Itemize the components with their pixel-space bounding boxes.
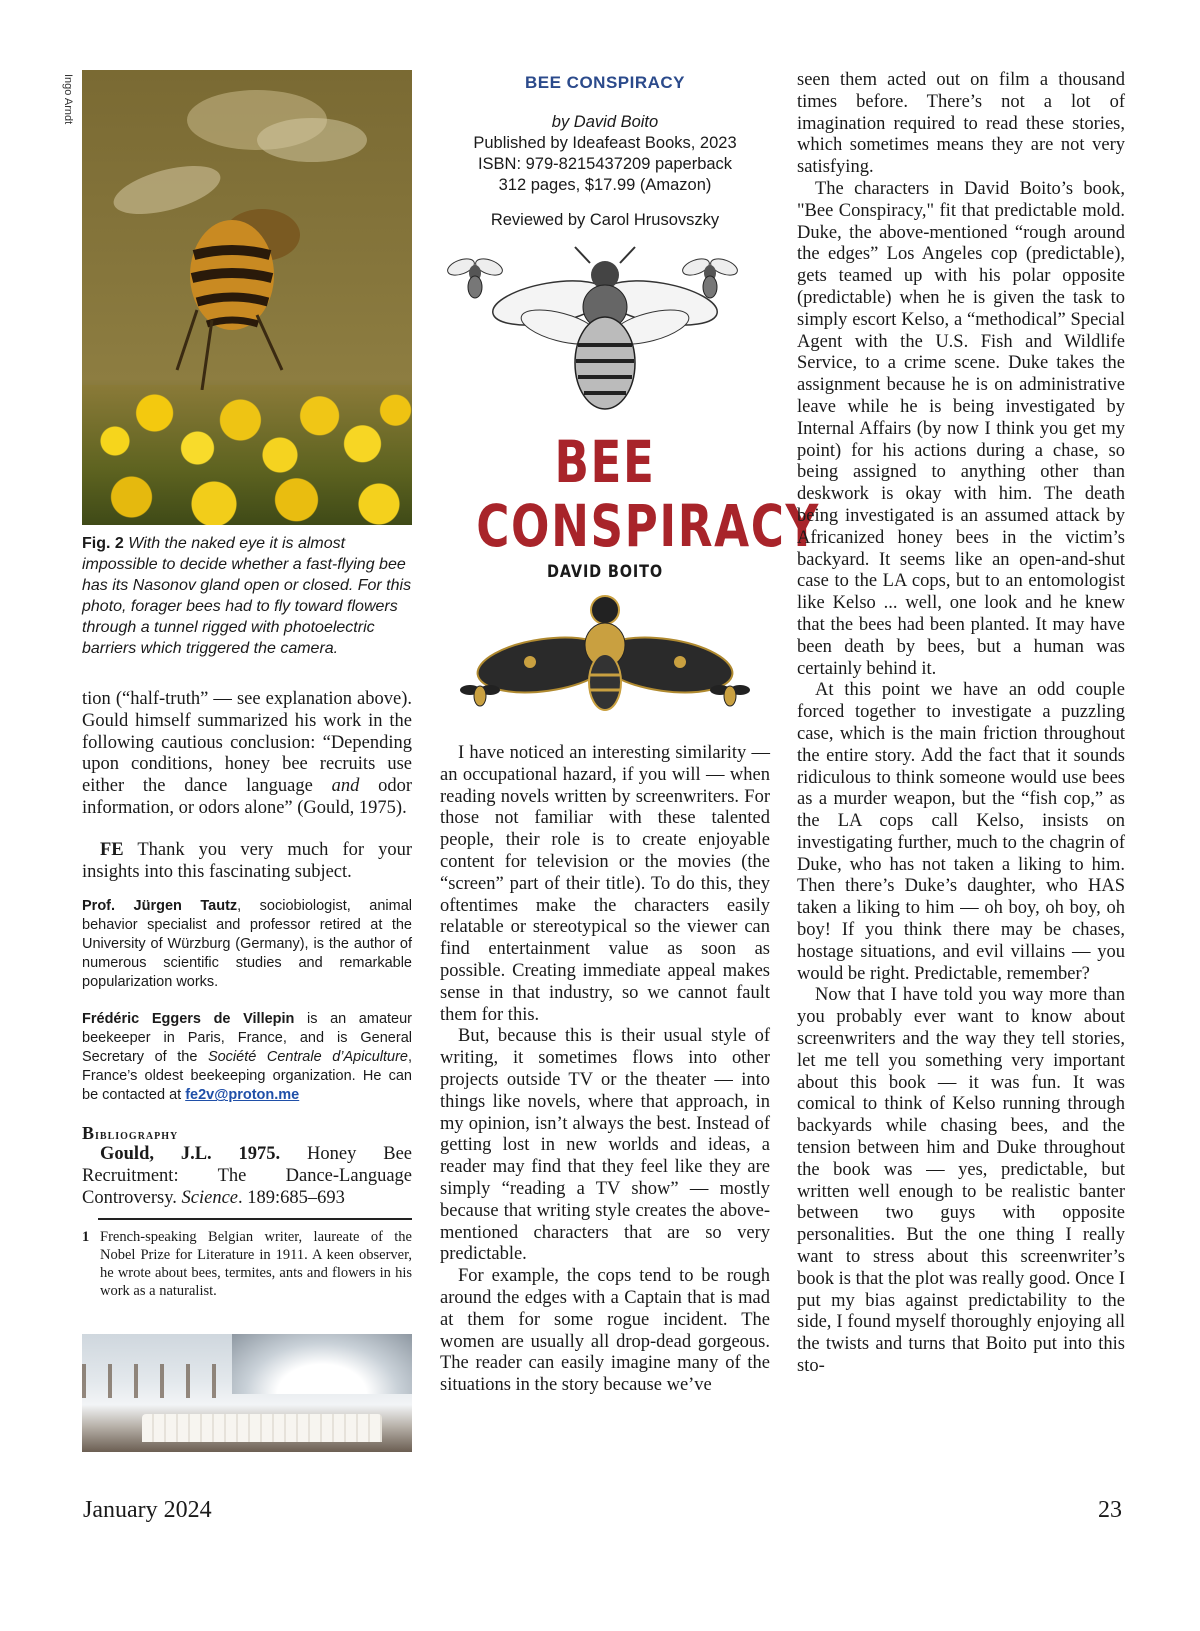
review-paragraph: The characters in David Boito’s book, "Bee Conspiracy," fit that predictable mold. Duke, the above-mentioned “rough around the edges” Los Angeles cop (predictable), gets teamed up with his polar opposite (predictable) when he is given the task to simply escort Kelso, a “methodical” Special Agent with the U.S. Fish and Wildlife Service, to a crime scene. Duke takes the assignment because he is on administrative leave while he is being investigated by Internal Affairs (by now I think you get my point) for his actions during a chase, so being assigned to anything other than deskwork is okay with him. The death being investigated is an assumed attack by Africanized honey bees in the victim’s backyard. It seems like an open-and-shut case to the LA cops, but to an entomologist like Kelso ... well, one look and he knew that the bees had been planted. It may have been death by bees, but a human was certainly behind it. xyxy=(797,178,1125,679)
review-paragraph: But, because this is their usual style of writing, it sometimes flows into other projects outside TV or the theater — into things like novels, where that approach, in my opinion, isn’t always the best. Instead of getting lost in new worlds and ideas, a reader may find that they feel like they are simply “reading a TV show” — mostly because that writing style creates the above-mentioned characters that are so very predictable. xyxy=(440,1026,770,1265)
review-title: BEE CONSPIRACY xyxy=(524,73,686,92)
article-paragraph: tion (“half-truth” — see explanation above). Gould himself summarized his work in the following cautious conclusion: “Depending upon conditions, honey bee recruits use either the dance language and odor information, or odors alone” (Gould, 1975). xyxy=(82,689,412,818)
book-isbn: ISBN: 979-8215437209 paperback xyxy=(477,155,733,173)
mechanical-bee-illustration xyxy=(440,590,770,720)
review-paragraph: I have noticed an interesting similarity — an occupational hazard, if you will — when reading novels written by screenwriters. For those not familiar with these talented people, their role is to create enjoyable content for television or the movies (the “screen” part of their title). To do this, they oftentimes make the characters easily relatable or stereotypical so the viewer can find entertainment value as soon as possible. Creating immediate appeal makes sense in that industry, so we cannot fault them for this. xyxy=(440,743,770,1025)
flying-bee-illustration xyxy=(82,70,412,390)
review-paragraph: seen them acted out on film a thousand times before. There’s not a lot of imagination required to read these stories, which sometimes means they are not very satisfying. xyxy=(797,70,1125,178)
author-bio-villepin: Frédéric Eggers de Villepin is an amateur beekeeper in Paris, France, and is General Secretary of the Société Centrale d’Apiculture, France’s oldest beekeeping organization. He can be contacted at fe2v@proton.me xyxy=(82,1011,412,1104)
fence-image xyxy=(82,1364,232,1398)
review-continued-column xyxy=(797,70,1125,1378)
book-pages-price: 312 pages, $17.99 (Amazon) xyxy=(498,176,712,194)
review-column xyxy=(440,70,820,1397)
bibliography-heading: Bibliography xyxy=(82,1123,179,1144)
figure-caption-text: With the naked eye it is almost impossible to decide whether a fast-flying bee has its Nasonov gland open or closed. For this photo, forager bees had to fly toward flowers through a tunnel rigged with photoelectric barriers which triggered the camera. xyxy=(82,535,412,657)
book-publisher: Published by Ideafeast Books, 2023 xyxy=(473,134,737,152)
figure-caption xyxy=(82,533,412,659)
review-paragraph: At this point we have an odd couple forced together to investigate a puzzling case, which is the main friction throughout the entire story. Add the fact that it sounds ridiculous to think someone would use bees as a murder weapon, but the “fish cop,” as the LA cops call Kelso, insists on investigating further, much to the chagrin of Duke, who has not taken a liking to him. Then there’s Duke’s daughter, who HAS taken a liking to him — oh boy, oh boy, oh boy! If you think there may be chases, hostage situations, and evil villains — you would be right. Predictable, remember? xyxy=(797,680,1125,984)
review-paragraph: For example, the cops tend to be rough around the edges with a Captain that is mad at them for some rogue incident. The women are usually all drop-dead gorgeous. The reader can easily imagine many of the situations in the story because we’ve xyxy=(440,1266,770,1396)
cover-title: BEE CONSPIRACY xyxy=(476,428,820,560)
book-author: by David Boito xyxy=(551,113,659,131)
bibliography-entry: Gould, J.L. 1975. Honey Bee Recruitment: The Dance-Language Controversy. Science. 189:685–693 xyxy=(82,1144,412,1208)
left-column xyxy=(82,70,412,1300)
review-paragraph: Now that I have told you way more than you probably ever want to know about screenwriters and the way they tell stories, let me tell you something very important about this book — it was fun. It was comical to think of Kelso running through backyards while chasing bees, and the tension between him and Duke throughout the book was — yes, predictable, but written well enough to be realistic banter between two guys with opposite personalities. But the one thing I really want to stress about this screenwriter’s book is that the plot was really good. Once I put my bias against predictability to the side, I found myself thoroughly enjoying all the twists and turns that Boito put into this sto- xyxy=(797,985,1125,1377)
issue-date: January 2024 xyxy=(83,1497,212,1523)
footnote-divider xyxy=(98,1218,412,1220)
flowers-image xyxy=(82,385,412,525)
footnote: 1 French-speaking Belgian writer, laureate of the Nobel Prize for Literature in 1911. A keen observer, he wrote about bees, termites, ants and flowers in his work as a naturalist. xyxy=(82,1228,412,1299)
snowy-trees-image xyxy=(232,1334,412,1394)
author-bio-tautz: Prof. Jürgen Tautz, sociobiologist, animal behavior specialist and professor retired at the University of Würzburg (Germany), is the author of numerous scientific studies and remarkable popularization works. xyxy=(82,898,412,991)
reviewer: Reviewed by Carol Hrusovszky xyxy=(490,211,720,229)
page-number: 23 xyxy=(1098,1497,1122,1523)
large-bee-illustration xyxy=(490,245,720,420)
snowy-book-photo xyxy=(82,1334,412,1452)
figure-label: Fig. 2 xyxy=(82,535,124,552)
book-cover xyxy=(440,245,820,735)
bee-photo xyxy=(82,70,412,525)
email-link[interactable]: fe2v@proton.me xyxy=(185,1087,300,1104)
open-book-image xyxy=(142,1414,382,1442)
closing-remark: FE Thank you very much for your insights into this fascinating subject. xyxy=(82,839,412,882)
cover-author: DAVID BOITO xyxy=(547,562,663,582)
book-details xyxy=(440,112,770,231)
photo-credit: Ingo Arndt xyxy=(62,74,74,125)
